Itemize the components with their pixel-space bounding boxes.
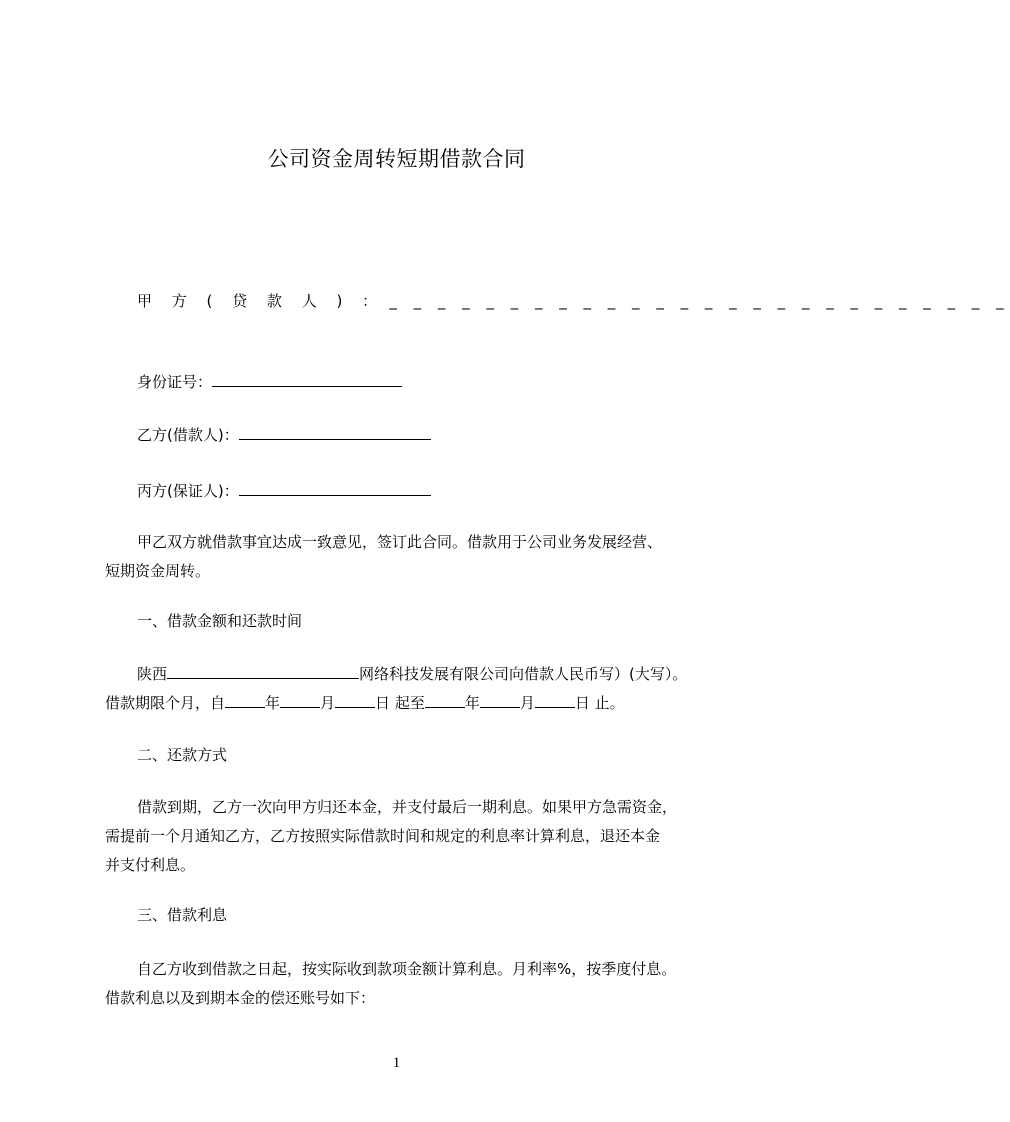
end-month-label: 月 bbox=[519, 694, 535, 712]
section-2-heading: 二、还款方式 bbox=[137, 746, 228, 764]
id-number-blank bbox=[212, 370, 402, 387]
page-number: 1 bbox=[392, 1055, 401, 1071]
start-month-blank bbox=[280, 691, 320, 708]
section-2-line-2: 需提前一个月通知乙方，乙方按照实际借款时间和规定的利息率计算利息，退还本金 bbox=[105, 827, 661, 845]
party-b-label: 乙方(借款人)： bbox=[137, 426, 239, 444]
start-day-label: 日 起至 bbox=[375, 694, 425, 712]
party-c-blank bbox=[239, 479, 431, 496]
section-3-line-1: 自乙方收到借款之日起，按实际收到款项金额计算利息。月利率%，按季度付息。 bbox=[137, 960, 677, 978]
section-1-paragraph bbox=[105, 660, 705, 718]
section-2-paragraph bbox=[105, 793, 705, 880]
section-3-line-2: 借款利息以及到期本金的偿还账号如下： bbox=[105, 989, 376, 1007]
loan-term-text: 借款期限个月，自 bbox=[105, 694, 226, 712]
party-b-line bbox=[137, 423, 431, 446]
section-2-line-3: 并支付利息。 bbox=[105, 856, 196, 874]
party-c-line bbox=[137, 479, 431, 502]
end-day-blank bbox=[535, 691, 575, 708]
party-a-line bbox=[137, 290, 1010, 312]
section-1-line-1 bbox=[105, 660, 705, 689]
section-3-paragraph bbox=[105, 955, 705, 1013]
start-day-blank bbox=[335, 691, 375, 708]
party-c-label: 丙方(保证人)： bbox=[137, 482, 239, 500]
end-year-label: 年 bbox=[464, 694, 480, 712]
end-month-blank bbox=[480, 691, 520, 708]
party-a-label: 甲 方 ( 贷 款 人 ) ： bbox=[137, 292, 385, 310]
section-1-heading: 一、借款金额和还款时间 bbox=[137, 612, 303, 630]
start-year-label: 年 bbox=[265, 694, 281, 712]
end-year-blank bbox=[425, 691, 465, 708]
section-1-suffix: 网络科技发展有限公司向借款人民币写）(大写）。 bbox=[359, 665, 688, 683]
end-day-label: 日 止。 bbox=[574, 694, 625, 712]
party-a-blank: _ _ _ _ _ _ _ _ _ _ _ _ _ _ _ _ _ _ _ _ _ _ _ _ _ _ bbox=[389, 292, 1010, 310]
start-month-label: 月 bbox=[320, 694, 336, 712]
id-number-label: 身份证号： bbox=[137, 373, 213, 391]
intro-line-1: 甲乙双方就借款事宜达成一致意见，签订此合同。借款用于公司业务发展经营、 bbox=[137, 533, 663, 551]
id-number-line bbox=[137, 370, 402, 393]
section-1-line-2 bbox=[105, 689, 705, 718]
company-name-blank bbox=[167, 662, 359, 679]
party-b-blank bbox=[239, 423, 431, 440]
intro-line-2: 短期资金周转。 bbox=[105, 562, 211, 580]
page-title: 公司资金周转短期借款合同 bbox=[267, 147, 526, 171]
section-1-prefix: 陕西 bbox=[137, 665, 168, 683]
section-3-heading: 三、借款利息 bbox=[137, 906, 228, 924]
start-year-blank bbox=[225, 691, 265, 708]
section-2-line-1: 借款到期，乙方一次向甲方归还本金，并支付最后一期利息。如果甲方急需资金， bbox=[137, 798, 678, 816]
intro-paragraph bbox=[105, 528, 705, 586]
